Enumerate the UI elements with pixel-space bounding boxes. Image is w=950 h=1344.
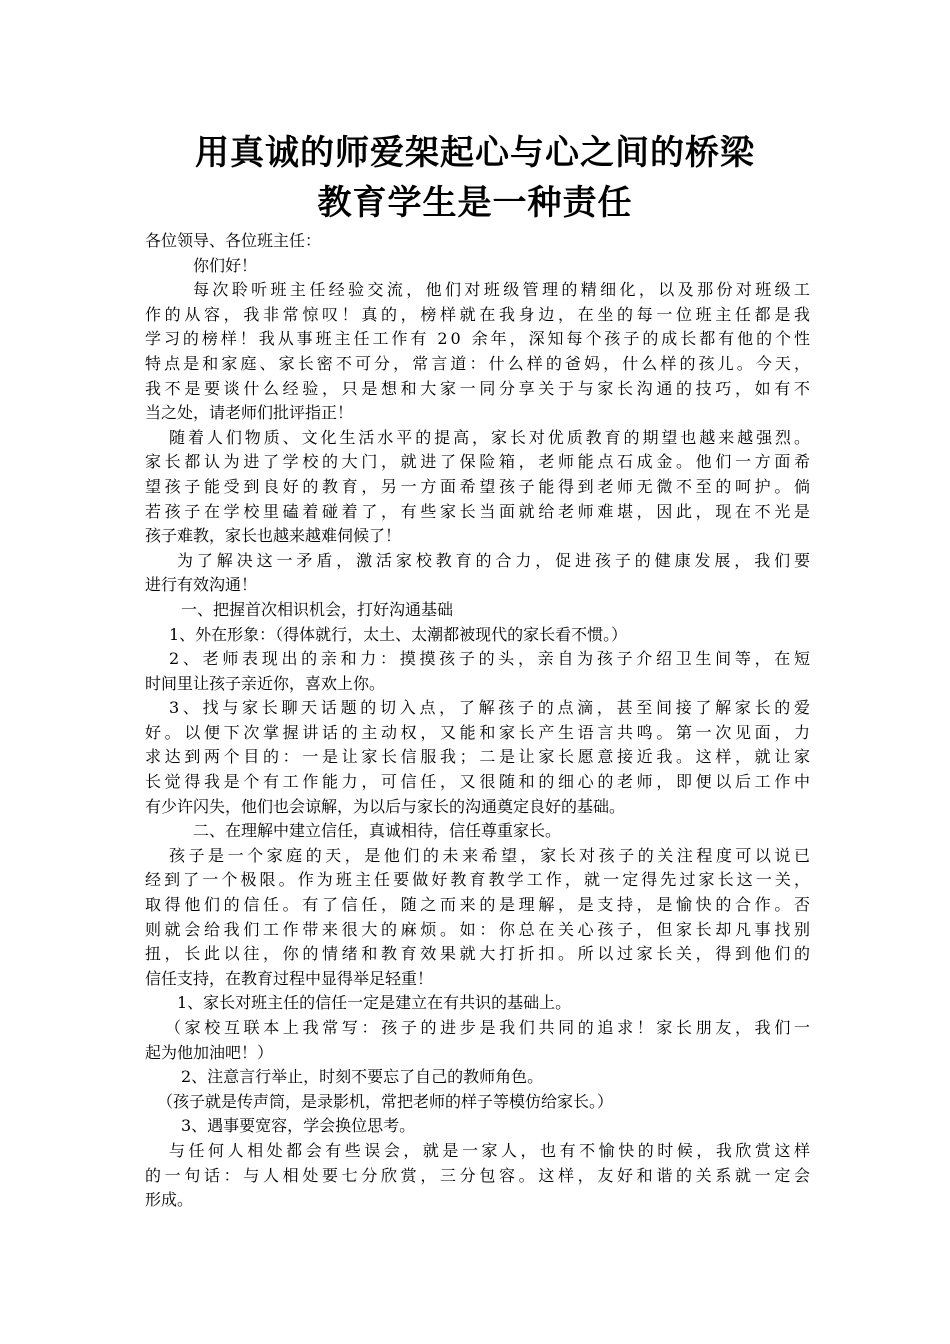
paragraph-line: 长觉得我是个有工作能力，可信任，又很随和的细心的老师，即便以后工作中 bbox=[145, 772, 814, 792]
paragraph bbox=[145, 991, 810, 1016]
paragraph-line: 家长都认为进了学校的大门，就进了保险箱，老师能点石成金。他们一方面希 bbox=[145, 452, 814, 472]
paragraph-line: 随着人们物质、文化生活水平的提高，家长对优质教育的期望也越来越强烈。 bbox=[169, 427, 813, 447]
document-body bbox=[145, 229, 814, 1213]
paragraph bbox=[145, 623, 810, 648]
paragraph-line: 信任支持，在教育过程中显得举足轻重！ bbox=[145, 968, 434, 988]
paragraph-line: 当之处，请老师们批评指正！ bbox=[145, 403, 354, 423]
paragraph bbox=[145, 844, 814, 992]
paragraph-line: 则就会给我们工作带来很大的麻烦。如：你总在关心孩子，但家长却凡事找别 bbox=[145, 919, 814, 939]
paragraph-line: 各位领导、各位班主任： bbox=[145, 231, 322, 250]
paragraph bbox=[145, 549, 814, 598]
paragraph-line: 孩子是一个家庭的天，是他们的未来希望，家长对孩子的关注程度可以说已 bbox=[169, 845, 814, 865]
paragraph bbox=[145, 254, 810, 279]
paragraph-line: 形成。 bbox=[145, 1190, 194, 1210]
paragraph bbox=[145, 1016, 814, 1065]
paragraph-line: 你们好！ bbox=[193, 255, 258, 275]
paragraph bbox=[145, 426, 814, 549]
paragraph-line: 求达到两个目的：一是让家长信服我；二是让家长愿意接近我。这样，就让家 bbox=[145, 747, 814, 767]
paragraph bbox=[145, 819, 810, 844]
paragraph bbox=[145, 696, 814, 819]
paragraph-line: 每次聆听班主任经验交流，他们对班级管理的精细化，以及那份对班级工 bbox=[193, 280, 814, 300]
paragraph bbox=[145, 1090, 810, 1115]
paragraph-line: 取得他们的信任。有了信任，随之而来的是理解，是支持，是愉快的合作。否 bbox=[145, 895, 814, 915]
paragraph-line: 进行有效沟通！ bbox=[145, 575, 258, 595]
paragraph bbox=[145, 1114, 810, 1139]
paragraph bbox=[145, 1065, 810, 1090]
paragraph-line: 扭，长此以往，你的情绪和教育效果就大打折扣。所以过家长关，得到他们的 bbox=[145, 944, 814, 964]
paragraph-line: 学习的榜样！我从事班主任工作有 20 余年，深知每个孩子的成长都有他的个性 bbox=[145, 329, 813, 349]
paragraph-line: 2、注意言行举止，时刻不要忘了自己的教师角色。 bbox=[181, 1067, 544, 1087]
paragraph-line: 3、遇事要宽容，学会换位思考。 bbox=[181, 1116, 416, 1136]
paragraph-line: 经到了一个极限。作为班主任要做好教育教学工作，就一定得先过家长这一关， bbox=[145, 870, 814, 890]
paragraph-line: 时间里让孩子亲近你，喜欢上你。 bbox=[145, 673, 386, 693]
paragraph-line: 一、把握首次相识机会，打好沟通基础 bbox=[181, 599, 454, 619]
paragraph bbox=[145, 647, 814, 696]
paragraph-line: 若孩子在学校里磕着碰着了，有些家长当面就给老师难堪，因此，现在不光是 bbox=[145, 501, 814, 521]
paragraph-line: 二、在理解中建立信任，真诚相待，信任尊重家长。 bbox=[193, 821, 562, 841]
paragraph-line: 3、找与家长聊天话题的切入点，了解孩子的点滴，甚至间接了解家长的爱 bbox=[169, 698, 814, 718]
document-title: 用真诚的师爱架起心与心之间的桥梁 bbox=[195, 133, 755, 173]
paragraph-line: 有少许闪失，他们也会谅解，为以后与家长的沟通奠定良好的基础。 bbox=[145, 796, 626, 816]
paragraph bbox=[145, 1139, 814, 1213]
paragraph-line: 特点是和家庭、家长密不可分，常言道：什么样的爸妈，什么样的孩儿。今天， bbox=[145, 353, 814, 373]
paragraph bbox=[145, 278, 814, 426]
paragraph-line: 孩子难教，家长也越来越难伺候了！ bbox=[145, 526, 402, 546]
paragraph-line: 1、外在形象：（得体就行，太土、太潮都被现代的家长看不惯。） bbox=[169, 624, 628, 644]
paragraph-line: （孩子就是传声筒，是录影机，常把老师的样子等模仿给家长。） bbox=[157, 1091, 614, 1111]
document-subtitle: 教育学生是一种责任 bbox=[317, 183, 633, 223]
paragraph-line: 望孩子能受到良好的教育，另一方面希望孩子能得到老师无微不至的呵护。倘 bbox=[145, 476, 814, 496]
paragraph-line: 1、家长对班主任的信任一定是建立在有共识的基础上。 bbox=[177, 993, 572, 1013]
paragraph-line: 起为他加油吧！） bbox=[145, 1042, 274, 1062]
paragraph bbox=[145, 229, 810, 254]
paragraph-line: 好。以便下次掌握讲话的主动权，又能和家长产生语言共鸣。第一次见面，力 bbox=[145, 722, 814, 742]
paragraph-line: （家校互联本上我常写：孩子的进步是我们共同的追求！家长朋友，我们一 bbox=[165, 1018, 814, 1037]
paragraph-line: 为了解决这一矛盾，激活家校教育的合力，促进孩子的健康发展，我们要 bbox=[177, 550, 814, 570]
paragraph-line: 作的从容，我非常惊叹！真的，榜样就在我身边，在坐的每一位班主任都是我 bbox=[145, 304, 814, 324]
paragraph-line: 的一句话：与人相处要七分欣赏，三分包容。这样，友好和谐的关系就一定会 bbox=[145, 1165, 814, 1185]
paragraph-line: 2、老师表现出的亲和力：摸摸孩子的头，亲自为孩子介绍卫生间等，在短 bbox=[169, 649, 814, 669]
paragraph-line: 我不是要谈什么经验，只是想和大家一同分享关于与家长沟通的技巧，如有不 bbox=[145, 378, 814, 398]
paragraph-line: 与任何人相处都会有些误会，就是一家人，也有不愉快的时候，我欣赏这样 bbox=[169, 1140, 814, 1160]
paragraph bbox=[145, 598, 810, 623]
